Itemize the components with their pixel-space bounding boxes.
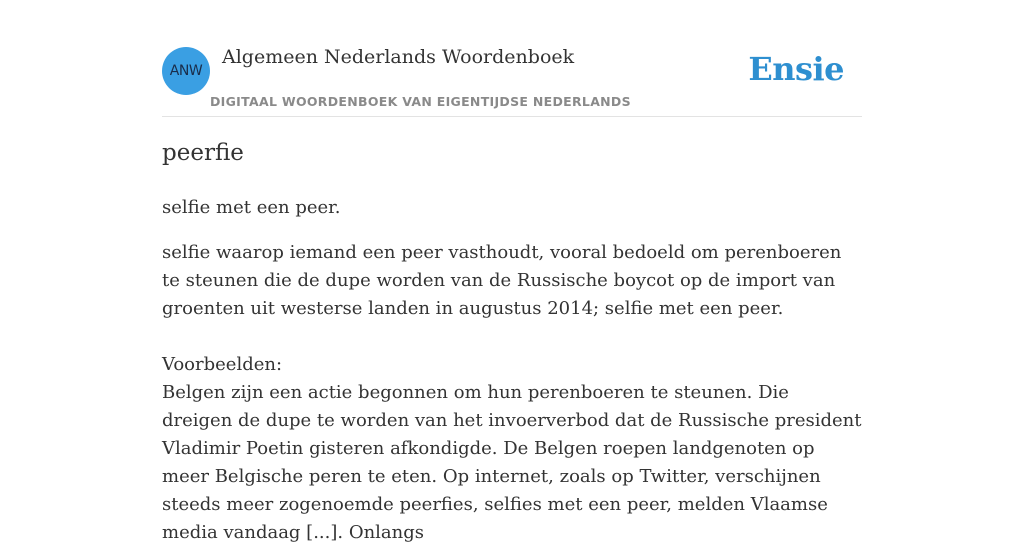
anw-logo[interactable]: [162, 47, 210, 95]
examples-label: Voorbeelden:: [162, 354, 283, 375]
logo-text: ANW: [169, 63, 203, 79]
example-text: Belgen zijn een actie begonnen om hun perenboeren te steunen. Die dreigen de dupe te worden van het invoerverbod dat de Russische president Vladimir Poetin gisteren afkondigde. De Belgen roepen landgenoten op meer Belgische peren te eten. Op internet, zoals op Twitter, verschijnen steeds meer zogenoemde peerfies, selfies met een peer, melden Vlaamse media vandaag [...]. Onlangs: [162, 382, 862, 543]
source-title[interactable]: Algemeen Nederlands Woordenboek: [222, 46, 575, 68]
entry-term: peerfie: [162, 140, 244, 166]
page: [162, 0, 862, 543]
header: [162, 0, 862, 117]
short-definition: selfie met een peer.: [162, 197, 341, 218]
full-definition: selfie waarop iemand een peer vasthoudt, vooral bedoeld om perenboeren te steunen die de dupe worden van de Russische boycot op de import van groenten uit westerse landen in augustus 2014; selfie met een peer.: [162, 242, 842, 319]
ensie-logo[interactable]: Ensie: [748, 50, 844, 88]
source-subtitle: DIGITAAL WOORDENBOEK VAN EIGENTIJDSE NEDERLANDS: [210, 94, 631, 109]
